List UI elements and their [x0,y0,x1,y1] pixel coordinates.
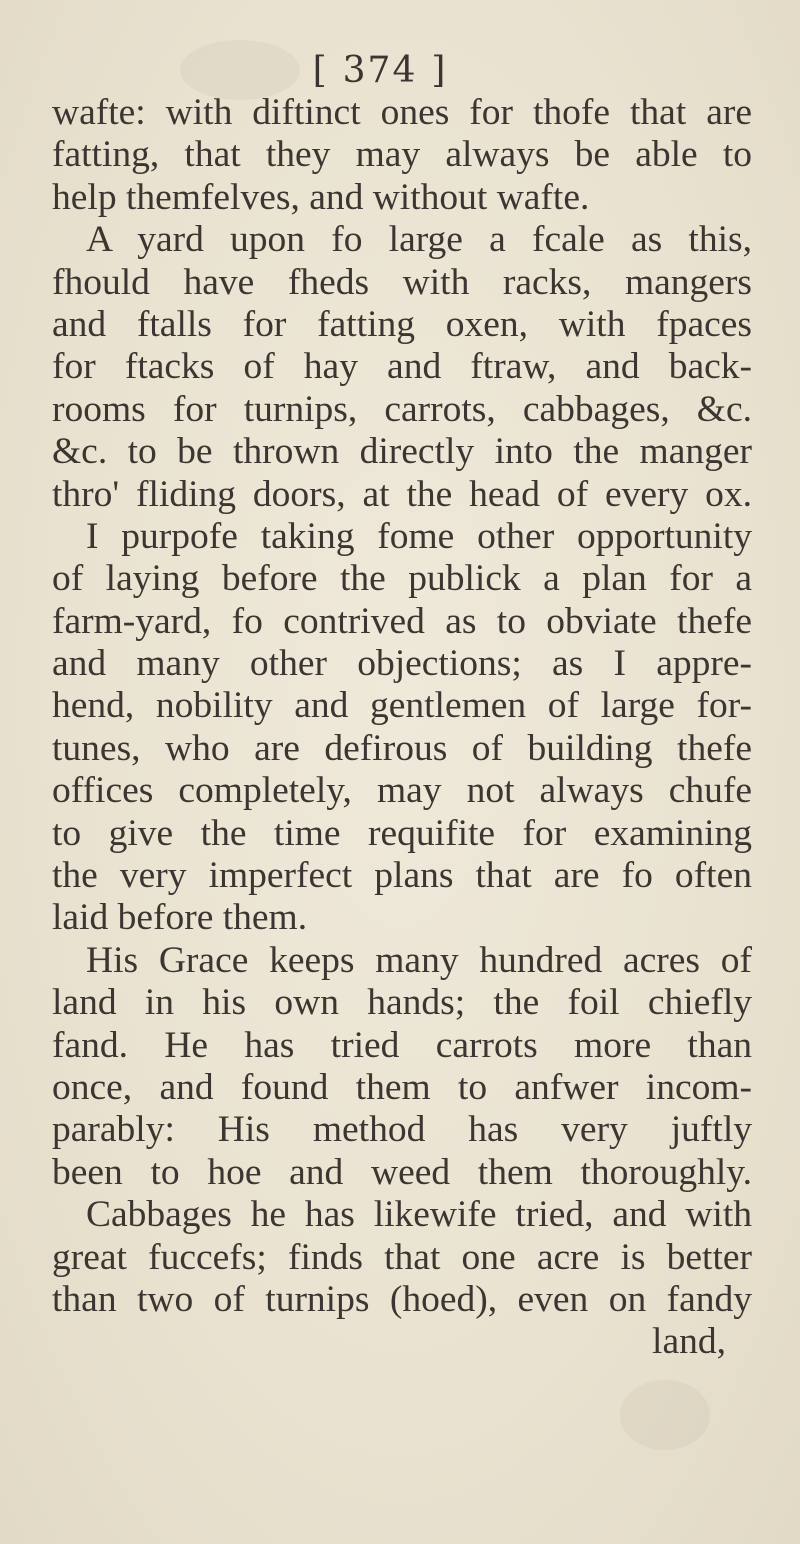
text-line: parably: His method has very juftly [52,1109,752,1151]
page-header [0,50,760,91]
text-line: of laying before the publick a plan for a [52,558,752,600]
page-number: 374 [342,50,418,91]
text-line: I purpofe taking fome other opportunity [86,515,752,557]
text-line: A yard upon fo large a fcale as this, [86,219,752,261]
text-line: for ftacks of hay and ftraw, and back- [52,346,752,388]
text-line: than two of turnips (hoed), even on fandy [52,1278,752,1320]
text-line: help themfelves, and without wafte. [52,176,590,218]
text-line: thro' fliding doors, at the head of every ox. [52,473,752,515]
text-line: to give the time requifite for examining [52,812,752,854]
text-line: land in his own hands; the foil chiefly [52,982,752,1024]
text-line: once, and found them to anfwer incom- [52,1066,752,1108]
paper-stain [620,1380,710,1450]
text-line: and ftalls for fatting oxen, with fpaces [52,303,752,345]
text-line: Cabbages he has likewife tried, and with [86,1194,752,1236]
text-line: &c. to be thrown directly into the manger [52,431,752,473]
text-line: rooms for turnips, carrots, cabbages, &c. [52,388,752,430]
bracket-open: [ [312,50,329,91]
text-line: the very imperfect plans that are fo often [52,855,752,897]
text-line: farm-yard, fo contrived as to obviate thefe [52,600,752,642]
text-line: offices completely, may not always chufe [52,770,752,812]
text-line: His Grace keeps many hundred acres of [86,939,752,981]
text-line: fand. He has tried carrots more than [52,1024,752,1066]
text-line: fatting, that they may always be able to [52,134,752,176]
text-line: great fuccefs; finds that one acre is better [52,1236,752,1278]
text-line: and many other objections; as I appre- [52,643,752,685]
text-line: tunes, who are defirous of building thefe [52,727,752,769]
text-line: fhould have fheds with racks, mangers [52,261,752,303]
text-line: laid before them. [52,897,308,939]
bracket-close: ] [431,50,448,91]
text-line: wafte: with diftinct ones for thofe that are [52,92,752,133]
catchword: land, [652,1321,726,1363]
text-line: been to hoe and weed them thoroughly. [52,1151,752,1193]
text-line: hend, nobility and gentlemen of large for- [52,685,752,727]
body-text [52,92,752,1364]
